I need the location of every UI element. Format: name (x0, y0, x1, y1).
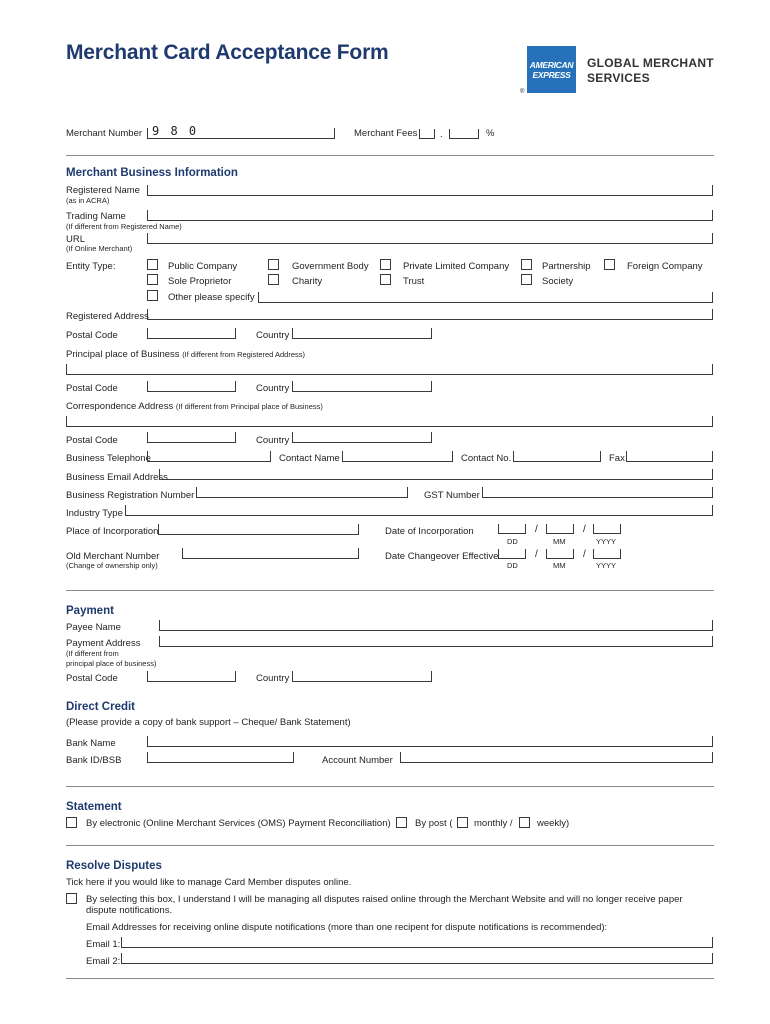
government-body-label: Government Body (292, 261, 369, 272)
email-addresses-note: Email Addresses for receiving online dispute notifications (more than one recipent for dispute notifications is recommended): (86, 922, 608, 933)
gms-line1: GLOBAL MERCHANT (587, 56, 714, 70)
divider (66, 786, 714, 787)
weekly-checkbox[interactable] (519, 817, 530, 828)
divider (66, 978, 714, 979)
divider (66, 590, 714, 591)
incorporation-mm-field[interactable] (546, 524, 574, 534)
country-label: Country (256, 330, 290, 341)
contact-no-label: Contact No. (461, 453, 512, 464)
sole-proprietor-label: Sole Proprietor (168, 276, 232, 287)
payment-address-label: Payment Address (66, 638, 141, 649)
changeover-mm-field[interactable] (546, 549, 574, 559)
business-telephone-label: Business Telephone (66, 453, 151, 464)
merchant-number-label: Merchant Number (66, 128, 143, 139)
principal-place-title: Principal place of Business (66, 349, 180, 360)
charity-checkbox[interactable] (268, 274, 279, 285)
public-company-label: Public Company (168, 261, 238, 272)
disputes-consent-checkbox[interactable] (66, 893, 77, 904)
weekly-label: weekly) (537, 818, 570, 829)
payment-address-sublabel1: (If different from (66, 649, 119, 658)
bank-name-field[interactable] (147, 736, 713, 747)
payment-postal-code-field[interactable] (147, 671, 236, 682)
changeover-yyyy-field[interactable] (593, 549, 621, 559)
principal-place-label (66, 349, 305, 360)
email1-field[interactable] (121, 937, 713, 948)
registered-name-field[interactable] (147, 185, 713, 196)
business-email-field[interactable] (159, 469, 713, 480)
date-slash: / (583, 524, 586, 535)
merchant-fees-decimal-field[interactable] (449, 129, 479, 139)
divider (66, 155, 714, 156)
gst-number-label: GST Number (424, 490, 480, 501)
government-body-checkbox[interactable] (268, 259, 279, 270)
society-label: Society (542, 276, 574, 287)
old-merchant-number-field[interactable] (182, 548, 359, 559)
gms-line2: SERVICES (587, 71, 650, 85)
statement-section-heading: Statement (66, 801, 122, 813)
url-label: URL (66, 234, 86, 245)
postal-code-label: Postal Code (66, 673, 118, 684)
direct-credit-section-heading: Direct Credit (66, 701, 136, 713)
by-post-checkbox[interactable] (396, 817, 407, 828)
business-telephone-field[interactable] (147, 451, 271, 462)
direct-credit-note: (Please provide a copy of bank support – Cheque/ Bank Statement) (66, 717, 351, 728)
contact-name-label: Contact Name (279, 453, 340, 464)
payee-name-field[interactable] (159, 620, 713, 631)
trading-name-field[interactable] (147, 210, 713, 221)
old-merchant-number-label: Old Merchant Number (66, 551, 160, 562)
partnership-checkbox[interactable] (521, 259, 532, 270)
payee-name-label: Payee Name (66, 622, 121, 633)
merchant-fees-whole-field[interactable] (419, 129, 435, 139)
foreign-company-checkbox[interactable] (604, 259, 615, 270)
mm-caption: MM (553, 561, 566, 570)
amex-logo-line2: EXPRESS (532, 70, 571, 80)
amex-logo-line1: AMERICAN (529, 60, 574, 70)
bank-name-label: Bank Name (66, 738, 116, 749)
bank-id-field[interactable] (147, 752, 294, 763)
principal-country-field[interactable] (292, 381, 432, 392)
private-limited-checkbox[interactable] (380, 259, 391, 270)
correspondence-address-label (66, 401, 323, 412)
other-entity-label: Other please specify (168, 292, 255, 303)
postal-code-label: Postal Code (66, 435, 118, 446)
correspondence-sublabel: (If different from Principal place of Business) (175, 402, 323, 411)
gst-number-field[interactable] (482, 487, 713, 498)
payment-address-sublabel2: principal place of business) (66, 659, 157, 668)
business-section-heading: Merchant Business Information (66, 167, 238, 179)
account-number-field[interactable] (400, 752, 713, 763)
entity-type-label: Entity Type: (66, 261, 116, 272)
other-entity-checkbox[interactable] (147, 290, 158, 301)
date-of-incorporation-label: Date of Incorporation (385, 526, 474, 537)
partnership-label: Partnership (542, 261, 591, 272)
account-number-label: Account Number (322, 755, 393, 766)
changeover-dd-field[interactable] (498, 549, 526, 559)
by-post-label: By post ( (415, 818, 453, 829)
merchant-number-value: 9 8 0 (152, 124, 199, 138)
principal-place-field[interactable] (66, 364, 713, 375)
monthly-label: monthly / (474, 818, 513, 829)
url-field[interactable] (147, 233, 713, 244)
incorporation-dd-field[interactable] (498, 524, 526, 534)
registered-name-sublabel: (as in ACRA) (66, 196, 110, 205)
place-of-incorporation-field[interactable] (158, 524, 359, 535)
trading-name-label: Trading Name (66, 211, 126, 222)
registered-name-label: Registered Name (66, 185, 140, 196)
email1-label: Email 1: (86, 939, 121, 950)
date-slash: / (583, 549, 586, 560)
correspondence-country-field[interactable] (292, 432, 432, 443)
disputes-intro: Tick here if you would like to manage Card Member disputes online. (66, 877, 352, 888)
merchant-fees-dot: . (440, 129, 443, 140)
disputes-consent-line1: By selecting this box, I understand I will be managing all disputes raised online through the Merchant Website and will no longer receive paper (86, 894, 683, 905)
industry-type-field[interactable] (125, 505, 713, 516)
foreign-company-label: Foreign Company (627, 261, 703, 272)
registered-mark: ® (520, 89, 525, 95)
postal-code-label: Postal Code (66, 383, 118, 394)
page-title: Merchant Card Acceptance Form (66, 41, 389, 64)
public-company-checkbox[interactable] (147, 259, 158, 270)
charity-label: Charity (292, 276, 323, 287)
percent-sign: % (486, 128, 495, 139)
dd-caption: DD (507, 537, 518, 546)
sole-proprietor-checkbox[interactable] (147, 274, 158, 285)
contact-no-field[interactable] (513, 451, 601, 462)
registered-address-field[interactable] (147, 309, 713, 320)
registered-address-label: Registered Address (66, 311, 149, 322)
fax-field[interactable] (626, 451, 713, 462)
url-sublabel: (If Online Merchant) (66, 244, 133, 253)
electronic-statement-label: By electronic (Online Merchant Services (OMS) Payment Reconciliation) (86, 818, 391, 829)
old-merchant-number-sublabel: (Change of ownership only) (66, 561, 158, 570)
trust-label: Trust (403, 276, 425, 287)
other-entity-field[interactable] (258, 292, 713, 303)
dd-caption: DD (507, 561, 518, 570)
payment-section-heading: Payment (66, 605, 114, 617)
disputes-section-heading: Resolve Disputes (66, 860, 162, 872)
payment-address-field[interactable] (159, 636, 713, 647)
trading-name-sublabel: (If different from Registered Name) (66, 222, 182, 231)
incorporation-yyyy-field[interactable] (593, 524, 621, 534)
correspondence-postal-code-field[interactable] (147, 432, 236, 443)
country-label: Country (256, 435, 290, 446)
principal-place-sublabel: (If different from Registered Address) (182, 350, 306, 359)
place-of-incorporation-label: Place of Incorporation (66, 526, 159, 537)
fax-label: Fax (609, 453, 625, 464)
business-email-label: Business Email Address (66, 472, 168, 483)
business-reg-number-label: Business Registration Number (66, 490, 195, 501)
country-label: Country (256, 383, 290, 394)
registered-postal-code-field[interactable] (147, 328, 236, 339)
principal-postal-code-field[interactable] (147, 381, 236, 392)
bank-id-label: Bank ID/BSB (66, 755, 122, 766)
industry-type-label: Industry Type (66, 508, 123, 519)
private-limited-label: Private Limited Company (403, 261, 510, 272)
merchant-fees-label: Merchant Fees (354, 128, 418, 139)
email2-field[interactable] (121, 953, 713, 964)
payment-country-field[interactable] (292, 671, 432, 682)
business-reg-number-field[interactable] (196, 487, 408, 498)
mm-caption: MM (553, 537, 566, 546)
correspondence-address-field[interactable] (66, 416, 713, 427)
date-slash: / (535, 524, 538, 535)
country-label: Country (256, 673, 290, 684)
yyyy-caption: YYYY (596, 537, 617, 546)
amex-logo (527, 46, 576, 93)
yyyy-caption: YYYY (596, 561, 617, 570)
divider (66, 845, 714, 846)
society-checkbox[interactable] (521, 274, 532, 285)
contact-name-field[interactable] (342, 451, 453, 462)
date-changeover-label: Date Changeover Effective (385, 551, 499, 562)
postal-code-label: Postal Code (66, 330, 118, 341)
trust-checkbox[interactable] (380, 274, 391, 285)
monthly-checkbox[interactable] (457, 817, 468, 828)
date-slash: / (535, 549, 538, 560)
disputes-consent-line2: dispute notifications. (86, 905, 173, 916)
correspondence-title: Correspondence Address (66, 401, 174, 412)
registered-country-field[interactable] (292, 328, 432, 339)
electronic-statement-checkbox[interactable] (66, 817, 77, 828)
email2-label: Email 2: (86, 956, 121, 967)
